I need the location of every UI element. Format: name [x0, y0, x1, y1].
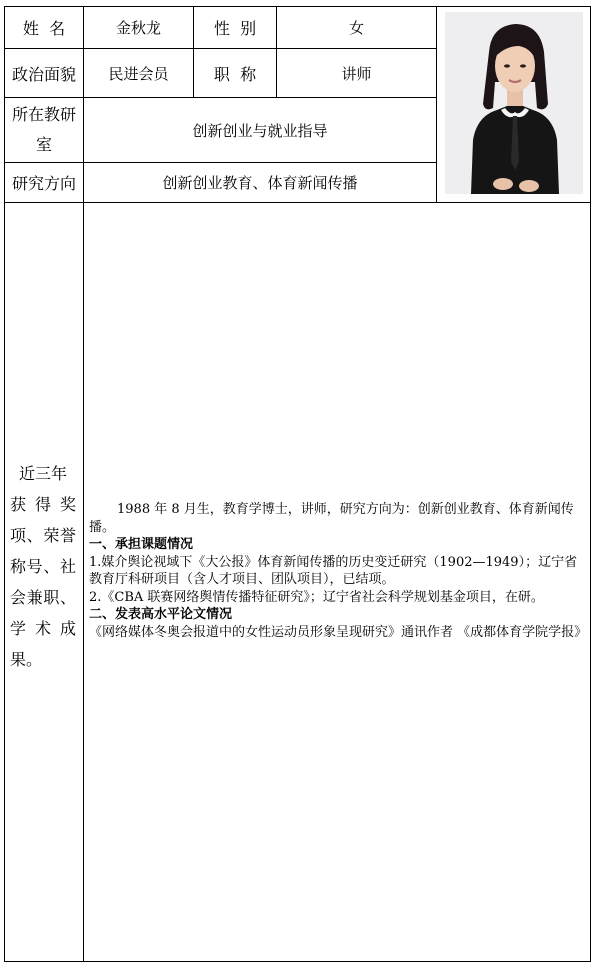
achievements-label-line: 学术成 [10, 619, 76, 638]
portrait-photo [445, 12, 583, 194]
achievements-label-line: 项、荣誉 [10, 526, 76, 545]
row-divider [4, 202, 591, 203]
achievements-label-line: 获得奖 [10, 495, 76, 514]
project-item: 1.媒介舆论视域下《大公报》体育新闻传播的历史变迁研究（1902—1949）；辽宁省教育厅科研项目（含人才项目、团队项目），已结项。 [89, 554, 578, 587]
achievements-label-line: 果。 [10, 650, 43, 669]
section-heading-projects: 一、承担课题情况 [89, 537, 194, 552]
research-label: 研究方向 [11, 174, 76, 193]
politics-value: 民进会员 [108, 64, 169, 83]
politics-label: 政治面貌 [11, 64, 76, 84]
achievements-label-line: 称号、社 [10, 557, 76, 576]
intro-paragraph: 1988 年 8 月生，教育学博士，讲师，研究方向为：创新创业教育、体育新闻传播。 [89, 502, 574, 535]
section-heading-papers: 二、发表高水平论文情况 [89, 607, 233, 622]
name-value: 金秋龙 [115, 19, 161, 37]
achievements-label-line: 近三年 [18, 464, 67, 483]
table-border-bottom [4, 961, 591, 962]
gender-label: 性 别 [213, 19, 257, 38]
title-value: 讲师 [341, 64, 372, 83]
achievements-label [10, 458, 76, 675]
project-item: 2.《CBA 联赛网络舆情传播特征研究》；辽宁省社会科学规划基金项目，在研。 [89, 589, 544, 605]
achievements-content [89, 501, 586, 641]
research-value: 创新创业教育、体育新闻传播 [162, 174, 358, 192]
table-border-left [4, 6, 5, 962]
portrait-illustration [445, 12, 583, 194]
name-label: 姓 名 [22, 19, 66, 38]
gender-value: 女 [348, 19, 364, 37]
department-label: 所在教研室 [12, 105, 77, 154]
department-value: 创新创业与就业指导 [192, 121, 328, 140]
paper-item: 《网络媒体冬奥会报道中的女性运动员形象呈现研究》通讯作者 《成都体育学院学报》 [89, 624, 588, 640]
table-border-right [590, 6, 591, 962]
col-divider [436, 6, 437, 203]
title-label: 职 称 [213, 64, 257, 84]
achievements-label-line: 会兼职、 [10, 588, 76, 607]
